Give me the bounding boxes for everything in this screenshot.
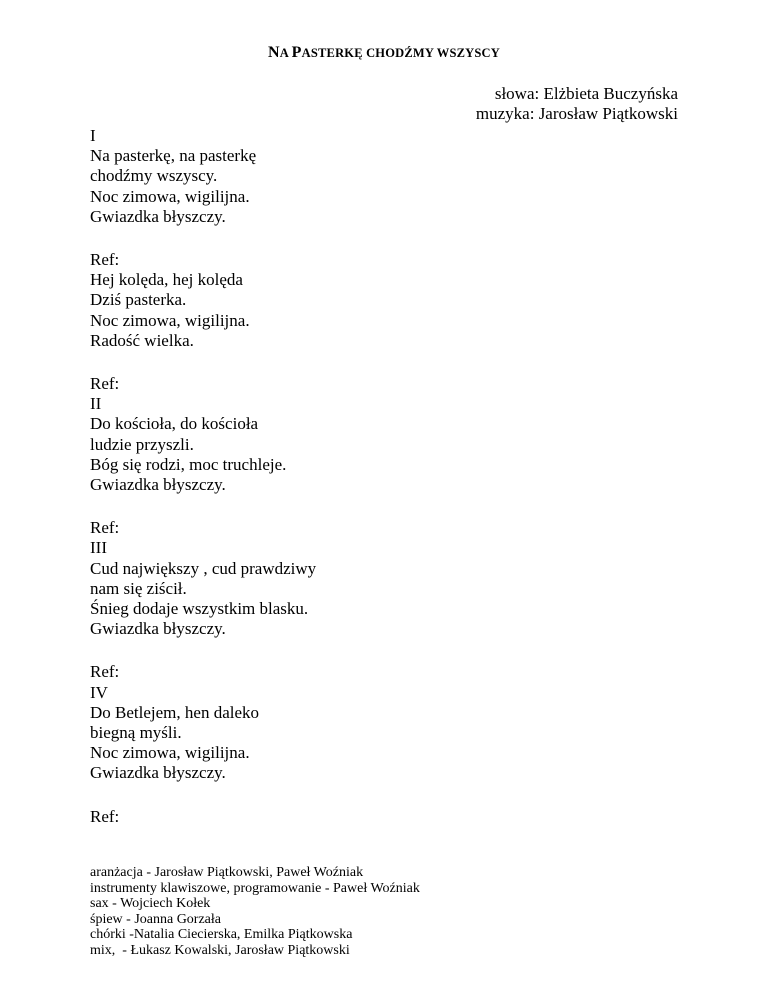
lyric-line: Ref: xyxy=(90,662,120,682)
stanza-gap xyxy=(90,639,650,662)
stanza-gap xyxy=(90,495,650,518)
credits-bottom xyxy=(90,865,710,958)
credit-line: aranżacja - Jarosław Piątkowski, Paweł Woźniak xyxy=(90,865,364,880)
credit-line: sax - Wojciech Kołek xyxy=(90,896,211,911)
credit-line: mix, - Łukasz Kowalski, Jarosław Piątkowski xyxy=(90,942,350,958)
lyric-line: nam się ziścił. xyxy=(90,578,187,598)
song-title xyxy=(0,44,768,62)
lyric-line: Hej kolęda, hej kolęda xyxy=(90,270,243,290)
lyric-line: ludzie przyszli. xyxy=(90,434,194,454)
credit-line: chórki -Natalia Ciecierska, Emilka Piątkowska xyxy=(90,927,353,942)
lyric-line: IV xyxy=(90,682,108,702)
stanza-gap xyxy=(90,784,650,807)
lyric-line: Gwiazdka błyszczy. xyxy=(90,475,226,495)
title-part: P xyxy=(291,44,302,61)
stanza-gap xyxy=(90,351,650,374)
lyrics-body xyxy=(90,126,650,827)
lyric-line: chodźmy wszyscy. xyxy=(90,166,218,186)
credits-top xyxy=(476,84,678,124)
lyric-line: Noc zimowa, wigilijna. xyxy=(90,743,250,763)
lyric-line: Na pasterkę, na pasterkę xyxy=(90,146,257,166)
lyric-line: Cud największy , cud prawdziwy xyxy=(90,558,317,578)
lyric-line: Radość wielka. xyxy=(90,330,194,350)
lyric-line: Noc zimowa, wigilijna. xyxy=(90,186,250,206)
lyric-line: III xyxy=(90,538,107,558)
lyric-line: Gwiazdka błyszczy. xyxy=(90,619,226,639)
lyric-line: II xyxy=(90,394,102,414)
credit-line: śpiew - Joanna Gorzała xyxy=(90,911,222,927)
lyric-line: Śnieg dodaje wszystkim blasku. xyxy=(90,599,309,619)
title-part: A xyxy=(279,46,292,60)
lyric-line: Do Betlejem, hen daleko xyxy=(90,702,260,722)
lyric-line: Gwiazdka błyszczy. xyxy=(90,206,226,226)
credit-line: instrumenty klawiszowe, programowanie - Paweł Woźniak xyxy=(90,880,420,896)
lyric-line: Noc zimowa, wigilijna. xyxy=(90,310,250,330)
lyric-line: biegną myśli. xyxy=(90,723,182,743)
lyric-line: Gwiazdka błyszczy. xyxy=(90,763,226,783)
lyric-line: Ref: xyxy=(90,806,120,826)
music-credit: muzyka: Jarosław Piątkowski xyxy=(475,104,678,123)
lyric-line: Bóg się rodzi, moc truchleje. xyxy=(90,454,287,474)
lyric-line: Dziś pasterka. xyxy=(90,290,187,310)
lyric-line: Ref: xyxy=(90,374,120,394)
lyric-line: Ref: xyxy=(90,250,120,270)
lyric-line: Ref: xyxy=(90,518,120,538)
title-part: N xyxy=(267,44,280,61)
lyrics-credit: słowa: Elżbieta Buczyńska xyxy=(494,84,678,103)
lyric-line: Do kościoła, do kościoła xyxy=(90,414,259,434)
stanza-gap xyxy=(90,227,650,250)
title-part: ASTERKĘ CHODŹMY WSZYSCY xyxy=(301,46,500,60)
lyric-line: I xyxy=(90,126,96,145)
